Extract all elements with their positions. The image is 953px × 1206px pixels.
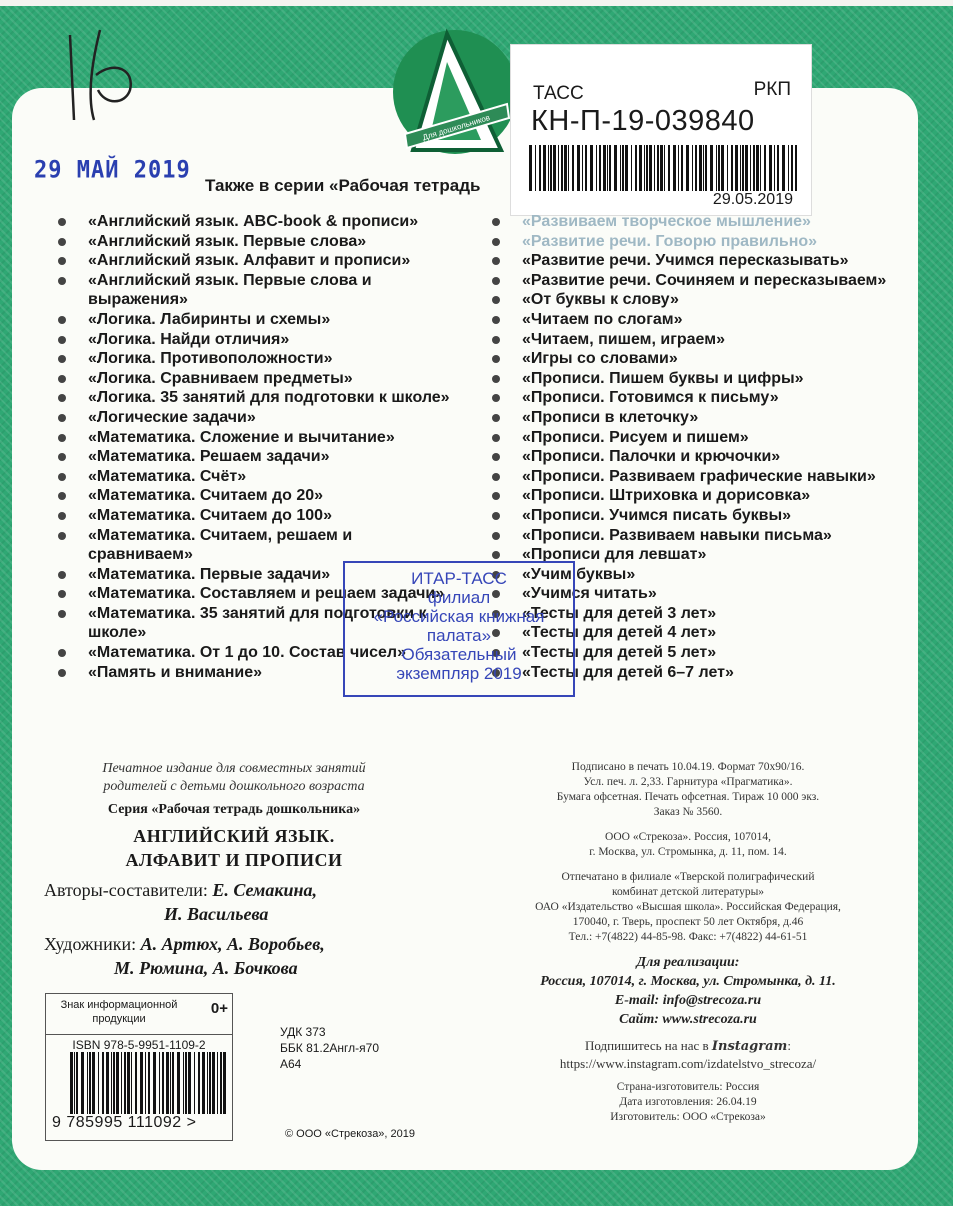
- imprint-line: Усл. печ. л. 2,33. Гарнитура «Прагматика».: [583, 776, 793, 788]
- list-item: [492, 388, 892, 408]
- ean-code: 9 785995 111092 >: [52, 1114, 197, 1131]
- book-title-1: АНГЛИЙСКИЙ ЯЗЫК.: [133, 826, 335, 846]
- label-rkp: РКП: [753, 79, 791, 100]
- list-item-text: «Математика. Сложение и вычитание»: [88, 428, 395, 446]
- artists-line-1: А. Артюх, А. Воробьев,: [140, 934, 325, 954]
- list-item: [492, 290, 892, 310]
- list-item: [492, 330, 892, 350]
- bullet-icon: [58, 492, 66, 500]
- instagram-url[interactable]: https://www.instagram.com/izdatelstvo_strecoza/: [559, 1056, 817, 1071]
- list-item-text: «Математика. Считаем до 100»: [88, 506, 332, 524]
- imprint-line: Бумага офсетная. Печать офсетная. Тираж 10 000 экз.: [556, 791, 820, 803]
- bullet-icon: [492, 394, 500, 402]
- classification-codes: [280, 1024, 379, 1072]
- series-name: Серия «Рабочая тетрадь дошкольника»: [107, 802, 361, 817]
- bullet-icon: [58, 590, 66, 598]
- bullet-icon: [58, 453, 66, 461]
- artists-line-2: М. Рюмина, А. Бочкова: [114, 958, 298, 978]
- list-item: [492, 369, 892, 389]
- list-item: [492, 232, 892, 252]
- list-item: [58, 271, 458, 310]
- age-rating: 0+: [210, 1000, 228, 1017]
- bullet-icon: [58, 414, 66, 422]
- bullet-icon: [58, 375, 66, 383]
- stamp-line: ИТАР-ТАСС: [411, 569, 507, 588]
- list-item: [58, 349, 458, 369]
- list-item-text: «Тесты для детей 3 лет»: [522, 604, 717, 622]
- authors-line-1: Е. Семакина,: [212, 880, 318, 900]
- list-item-text: «Прописи. Развиваем навыки письма»: [522, 526, 832, 544]
- list-item-text: «Развитие речи. Сочиняем и пересказываем»: [522, 271, 887, 289]
- list-item-text: «Прописи. Развиваем графические навыки»: [522, 467, 876, 485]
- list-item-text: «Развитие речи. Говорю правильно»: [522, 232, 818, 250]
- list-item-text: «Читаем по слогам»: [522, 310, 683, 328]
- stamp-line: палата»: [426, 626, 492, 645]
- list-item: [58, 212, 458, 232]
- list-item-text: «Английский язык. Алфавит и прописи»: [88, 252, 411, 270]
- ean-barcode: [70, 1052, 226, 1114]
- bullet-icon: [492, 316, 500, 324]
- bullet-icon: [492, 414, 500, 422]
- list-item: [58, 232, 458, 252]
- artists-label: Художники:: [44, 934, 137, 954]
- sales-email[interactable]: E-mail: info@strecoza.ru: [614, 993, 762, 1008]
- printer-line: ОАО «Издательство «Высшая школа». Российская Федерация,: [535, 901, 841, 913]
- list-item-text: «Английский язык. ABC-book & прописи»: [88, 213, 419, 230]
- publisher-line: ООО «Стрекоза». Россия, 107014,: [605, 831, 771, 843]
- top-paper-strip: [0, 0, 953, 6]
- sales-address: Россия, 107014, г. Москва, ул. Стромынка, д. 11.: [540, 974, 836, 989]
- publisher-line: г. Москва, ул. Стромынка, д. 11, пом. 14.: [589, 846, 787, 858]
- list-item: [492, 349, 892, 369]
- bullet-icon: [58, 336, 66, 344]
- handwritten-mark: [60, 20, 150, 130]
- list-item-text: «Математика. Решаем задачи»: [88, 448, 330, 466]
- edition-purpose-1: Печатное издание для совместных занятий: [102, 761, 366, 776]
- list-item-text: «Память и внимание»: [88, 663, 263, 681]
- list-item: [492, 486, 892, 506]
- list-item: [492, 408, 892, 428]
- authors-label: Авторы-составители:: [44, 880, 208, 900]
- bullet-icon: [58, 512, 66, 520]
- bullet-icon: [58, 277, 66, 285]
- bullet-icon: [58, 316, 66, 324]
- list-item: [58, 486, 458, 506]
- list-item-text: «Игры со словами»: [522, 350, 678, 368]
- instagram-word: Instagram: [711, 1039, 788, 1054]
- list-item-text: «Прописи. Рисуем и пишем»: [522, 428, 749, 446]
- bullet-icon: [492, 296, 500, 304]
- bullet-icon: [492, 375, 500, 383]
- list-item: [58, 369, 458, 389]
- list-item-text: «Логика. 35 занятий для подготовки к школе»: [88, 389, 450, 407]
- stamp-line: «Российская книжная: [373, 607, 545, 626]
- bullet-icon: [492, 473, 500, 481]
- bullet-icon: [492, 257, 500, 265]
- bullet-icon: [492, 277, 500, 285]
- list-item-text: «Математика. От 1 до 10. Состав чисел»: [88, 644, 406, 662]
- manufacturer: Изготовитель: ООО «Стрекоза»: [610, 1111, 766, 1123]
- instagram-invite: Подпишитесь на нас в Instagram:: [585, 1038, 791, 1054]
- list-item: [58, 526, 458, 565]
- list-item-text: «Учимся читать»: [522, 585, 657, 603]
- country-line: Страна-изготовитель: Россия: [616, 1081, 760, 1093]
- imprint-block: [468, 760, 908, 1125]
- bullet-icon: [58, 532, 66, 540]
- list-item-text: «Развитие речи. Учимся пересказывать»: [522, 252, 849, 270]
- edition-purpose-2: родителей с детьми дошкольного возраста: [103, 779, 365, 794]
- list-item-text: «Тесты для детей 6–7 лет»: [522, 663, 734, 681]
- isbn: ISBN 978-5-9951-1109-2: [46, 1034, 232, 1052]
- label-date: 29.05.2019: [712, 191, 793, 208]
- list-item-text: «Логика. Сравниваем предметы»: [88, 369, 353, 387]
- bullet-icon: [492, 218, 500, 226]
- udk-code: УДК 373: [280, 1025, 326, 1039]
- list-item-text: «Логика. Лабиринты и схемы»: [88, 310, 331, 328]
- list-item-text: «Прописи. Пишем буквы и цифры»: [522, 369, 804, 387]
- list-item: [58, 506, 458, 526]
- list-item-text: «Математика. Счёт»: [88, 467, 247, 485]
- bullet-icon: [492, 492, 500, 500]
- list-item-text: «Тесты для детей 4 лет»: [522, 624, 717, 642]
- list-item-text: «Логика. Найди отличия»: [88, 330, 290, 348]
- bullet-icon: [492, 238, 500, 246]
- list-item-text: «Английский язык. Первые слова и выражения»: [88, 271, 372, 309]
- bullet-icon: [58, 238, 66, 246]
- label-number: КН-П-19-039840: [531, 105, 755, 137]
- bullet-icon: [58, 649, 66, 657]
- list-item: [492, 506, 892, 526]
- list-item-text: «Развиваем творческое мышление»: [522, 213, 811, 230]
- list-item: [492, 428, 892, 448]
- list-item-text: «Прописи для левшат»: [522, 546, 707, 564]
- info-sign-label: Знак информационной продукции: [60, 999, 178, 1025]
- printer-line: Тел.: +7(4822) 44-85-98. Факс: +7(4822) 44-61-51: [568, 931, 808, 943]
- list-item: [492, 526, 892, 546]
- stamp-line: экземпляр 2019: [396, 664, 522, 683]
- label-tass: ТАСС: [533, 83, 584, 104]
- list-item-text: «Тесты для детей 5 лет»: [522, 644, 717, 662]
- list-item: [492, 467, 892, 487]
- list-item-text: «Логика. Противоположности»: [88, 350, 333, 368]
- list-item: [58, 428, 458, 448]
- bullet-icon: [58, 257, 66, 265]
- bullet-icon: [492, 355, 500, 363]
- series-heading: Также в серии «Рабочая тетрадь: [205, 176, 481, 195]
- bullet-icon: [58, 394, 66, 402]
- list-item: [492, 447, 892, 467]
- list-item-text: «Прописи. Штриховка и дорисовка»: [522, 487, 811, 505]
- list-item: [58, 330, 458, 350]
- isbn-box: [45, 993, 233, 1141]
- list-item-text: «Прописи. Готовимся к письму»: [522, 389, 779, 407]
- bullet-icon: [58, 355, 66, 363]
- edition-info: [34, 760, 434, 980]
- printer-line: комбинат детской литературы»: [611, 886, 765, 898]
- list-item-text: «Прописи. Учимся писать буквы»: [522, 506, 792, 524]
- copyright: © ООО «Стрекоза», 2019: [285, 1128, 416, 1140]
- imprint-line: Подписано в печать 10.04.19. Формат 70х90/16.: [571, 761, 805, 773]
- bullet-icon: [492, 512, 500, 520]
- list-item: [58, 467, 458, 487]
- printer-line: Отпечатано в филиале «Тверской полиграфический: [561, 871, 815, 883]
- list-item-text: «Читаем, пишем, играем»: [522, 330, 725, 348]
- manufacture-date: Дата изготовления: 26.04.19: [619, 1096, 757, 1108]
- stamp-line: Обязательный: [401, 645, 517, 664]
- list-item-text: «Математика. Считаем, решаем и сравниваем»: [88, 526, 353, 564]
- author-mark: А64: [280, 1057, 302, 1071]
- list-item-text: «Прописи в клеточку»: [522, 408, 699, 426]
- list-item: [58, 447, 458, 467]
- tass-barcode-label: [510, 44, 812, 216]
- list-item: [58, 251, 458, 271]
- list-item-text: «Прописи. Палочки и крючочки»: [522, 448, 781, 466]
- bullet-icon: [492, 434, 500, 442]
- printer-line: 170040, г. Тверь, проспект 50 лет Октября, д.46: [572, 916, 804, 928]
- label-barcode: [529, 145, 797, 191]
- list-item: [492, 310, 892, 330]
- list-item-text: «Логические задачи»: [88, 408, 256, 426]
- authors-line-2: И. Васильева: [164, 904, 269, 924]
- received-date-stamp: 29 МАЙ 2019: [34, 156, 191, 185]
- list-item-text: «От буквы к слову»: [522, 291, 679, 309]
- bullet-icon: [58, 434, 66, 442]
- publisher-logo: [385, 22, 525, 162]
- bullet-icon: [492, 551, 500, 559]
- list-item: [58, 408, 458, 428]
- list-item-text: «Учим буквы»: [522, 565, 636, 583]
- list-item: [58, 310, 458, 330]
- list-item-text: «Английский язык. Первые слова»: [88, 232, 367, 250]
- list-item-text: «Математика. 35 занятий для подготовки к школе»: [88, 604, 427, 642]
- bullet-icon: [58, 218, 66, 226]
- stamp-line: филиал: [427, 588, 491, 607]
- list-item: [492, 251, 892, 271]
- bullet-icon: [58, 473, 66, 481]
- bullet-icon: [492, 336, 500, 344]
- book-title-2: АЛФАВИТ И ПРОПИСИ: [125, 850, 343, 870]
- bbk-code: ББК 81.2Англ-я70: [280, 1041, 380, 1055]
- bullet-icon: [58, 610, 66, 618]
- list-item: [58, 388, 458, 408]
- list-item: [492, 271, 892, 291]
- bullet-icon: [492, 532, 500, 540]
- imprint-line: Заказ № 3560.: [653, 806, 723, 818]
- list-item-text: «Математика. Первые задачи»: [88, 565, 331, 583]
- itar-tass-stamp: [343, 561, 575, 697]
- sales-heading: Для реализации:: [636, 955, 740, 970]
- list-item: [492, 212, 892, 232]
- list-item-text: «Математика. Считаем до 20»: [88, 487, 324, 505]
- list-item-text: «Математика. Составляем и решаем задачи»: [88, 585, 445, 603]
- logo-text: Для дошкольников: [421, 113, 492, 143]
- bullet-icon: [58, 571, 66, 579]
- sales-site[interactable]: Сайт: www.strecoza.ru: [619, 1012, 757, 1027]
- bullet-icon: [58, 669, 66, 677]
- bullet-icon: [492, 453, 500, 461]
